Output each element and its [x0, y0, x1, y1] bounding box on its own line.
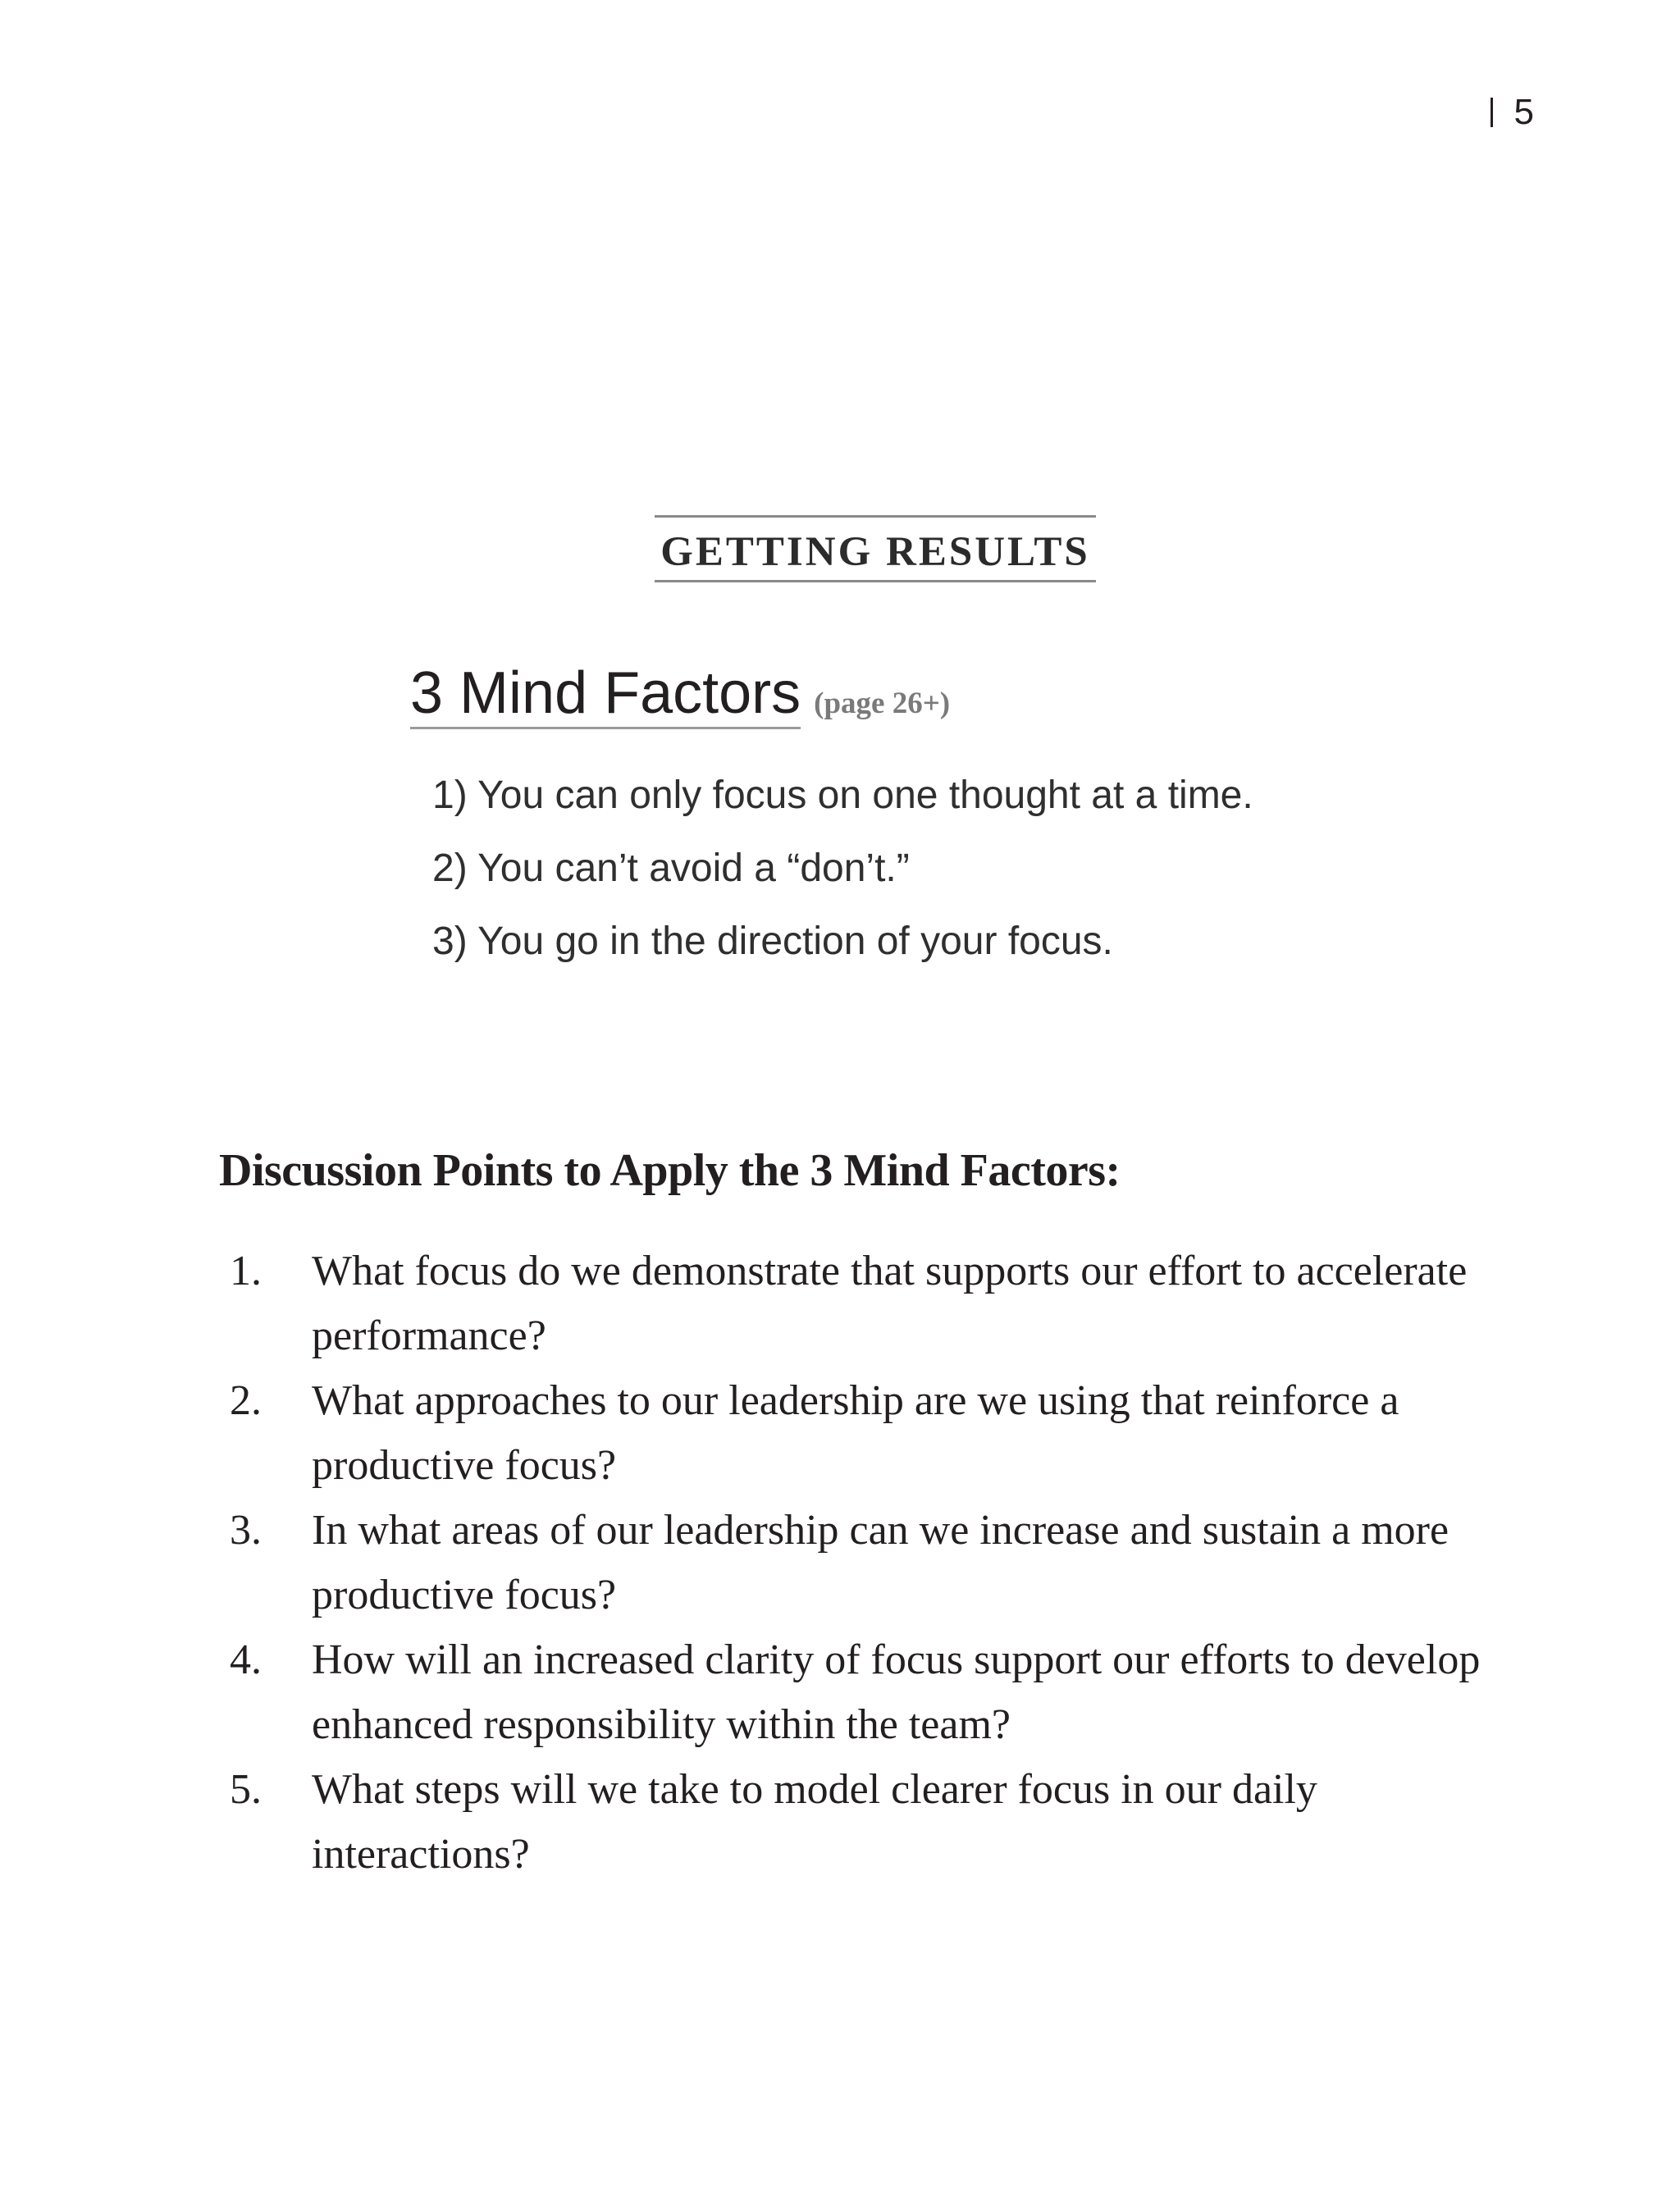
discussion-point-text: In what areas of our leadership can we increase and sustain a more productive focus?: [312, 1507, 1449, 1618]
mind-factor-item: 3) You go in the direction of your focus.: [432, 920, 1113, 963]
page-reference: (page 26+): [814, 687, 951, 720]
discussion-point: [230, 1498, 1509, 1627]
page-number-value: 5: [1513, 92, 1536, 132]
discussion-point: [230, 1368, 1509, 1498]
mind-factors-list: [432, 771, 1253, 990]
page-number-divider: [1491, 98, 1493, 127]
discussion-point-text: What focus do we demonstrate that supports our effort to accelerate performance?: [312, 1248, 1468, 1359]
discussion-point-number: 2.: [230, 1377, 262, 1424]
discussion-points-list: [230, 1239, 1509, 1887]
discussion-point-number: 5.: [230, 1766, 262, 1813]
mind-factors-title-row: [410, 660, 951, 729]
discussion-point-number: 3.: [230, 1507, 262, 1554]
discussion-point: [230, 1757, 1509, 1887]
discussion-point: [230, 1627, 1509, 1757]
discussion-point-text: What approaches to our leadership are we using that reinforce a productive focus?: [312, 1377, 1399, 1489]
discussion-point-text: What steps will we take to model clearer focus in our daily interactions?: [312, 1766, 1317, 1878]
page-number: [1491, 92, 1536, 133]
discussion-point: [230, 1239, 1509, 1368]
discussion-point-text: How will an increased clarity of focus support our efforts to develop enhanced responsibility within the team?: [312, 1636, 1481, 1748]
discussion-point-number: 1.: [230, 1248, 262, 1294]
mind-factor-item: 2) You can’t avoid a “don’t.”: [432, 847, 910, 890]
mind-factors-title: 3 Mind Factors: [410, 663, 801, 729]
discussion-heading: Discussion Points to Apply the 3 Mind Factors:: [219, 1145, 1121, 1196]
discussion-point-number: 4.: [230, 1636, 262, 1683]
section-title: GETTING RESULTS: [655, 515, 1096, 582]
mind-factor-item: 1) You can only focus on one thought at a time.: [432, 774, 1253, 817]
